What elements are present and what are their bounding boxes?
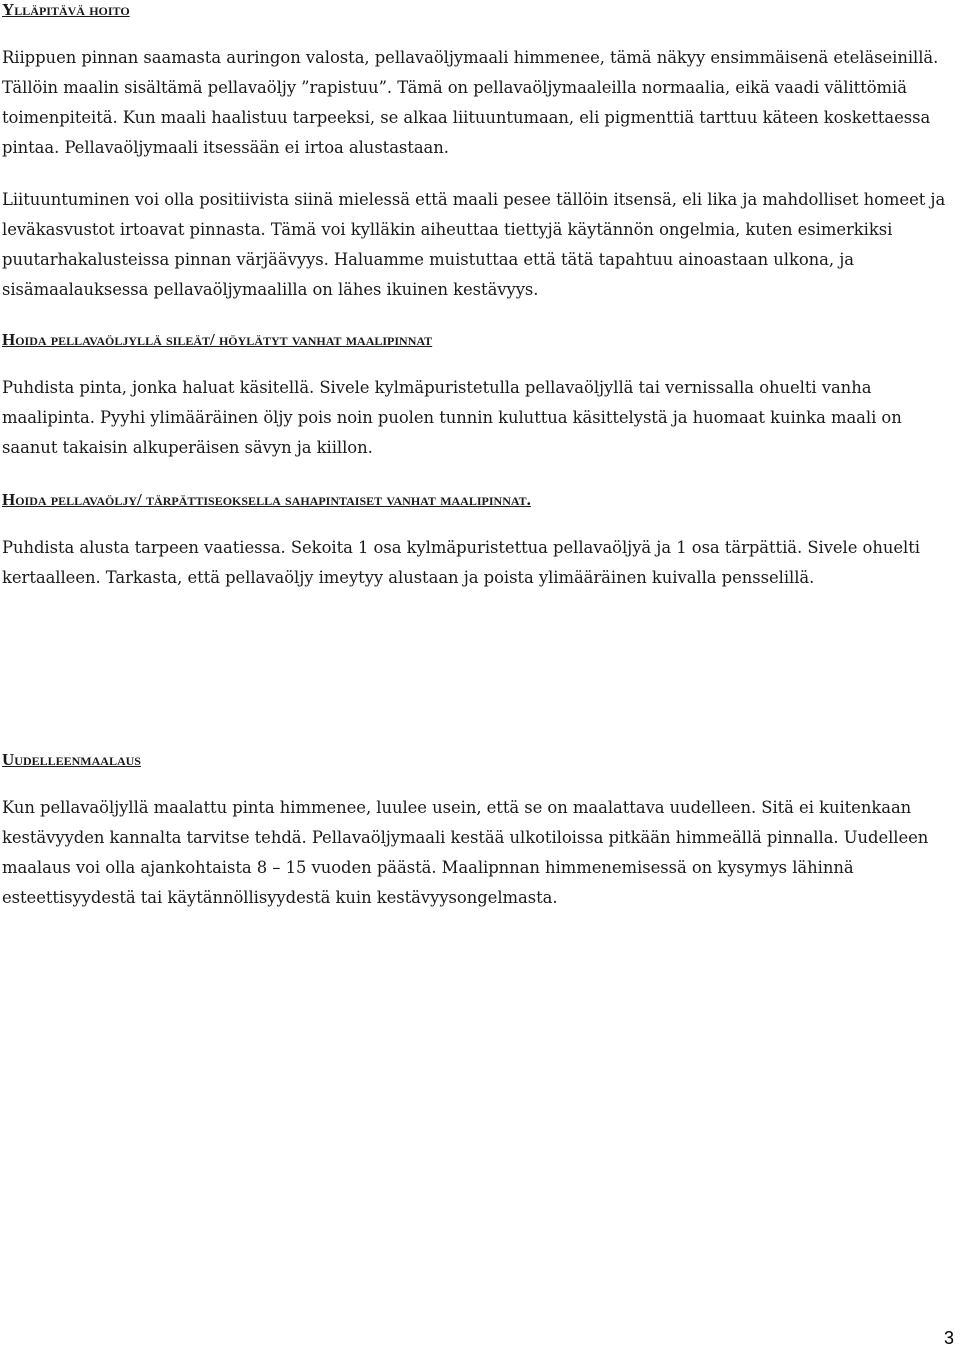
page-number: 3 [943,1328,954,1348]
paragraph-smooth-surfaces: Puhdista pinta, jonka haluat käsitellä. Sivele kylmäpuristetulla pellavaöljyllä tai vernissalla ohuelti vanha maalipinta. Pyyhi ylimääräinen öljy pois noin puolen tunnin kuluttua käsittelystä ja huomaat kuinka maali on saanut takaisin alkuperäisen sävyn ja kiillon. [2,378,902,457]
section-heading-smooth-surfaces: Hoida pellavaöljyllä sileät/ höylätyt vanhat maalipinnat [2,330,433,349]
paragraph-maintenance-fading: Riippuen pinnan saamasta auringon valosta, pellavaöljymaali himmenee, tämä näkyy ensimmäisenä eteläseinillä. Tällöin maalin sisältämä pellavaöljy ”rapistuu”. Tämä on pellavaöljymaaleilla normaalia, eikä vaadi välittömiä toimenpiteitä. Kun maali haalistuu tarpeeksi, se alkaa liituuntumaan, eli pigmenttiä tarttuu käteen koskettaessa pintaa. Pellavaöljymaali itsessään ei irtoa alustastaan. [2,48,939,157]
paragraph-sawn-surfaces: Puhdista alusta tarpeen vaatiessa. Sekoita 1 osa kylmäpuristettua pellavaöljyä ja 1 osa tärpättiä. Sivele ohuelti kertaalleen. Tarkasta, että pellavaöljy imeytyy alustaan ja poista ylimääräinen kuivalla pensselillä. [2,538,920,587]
section-heading-maintenance: Ylläpitävä hoito [2,0,130,19]
paragraph-repainting: Kun pellavaöljyllä maalattu pinta himmenee, luulee usein, että se on maalattava uudelleen. Sitä ei kuitenkaan kestävyyden kannalta tarvitse tehdä. Pellavaöljymaali kestää ulkotiloissa pitkään himmeällä pinnalla. Uudelleen maalaus voi olla ajankohtaista 8 – 15 vuoden päästä. Maalipnnan himmenemisessä on kysymys lähinnä esteettisyydestä tai käytännöllisyydestä kuin kestävyysongelmasta. [2,798,929,907]
section-heading-repainting: Uudelleenmaalaus [2,750,141,769]
paragraph-maintenance-chalking: Liituuntuminen voi olla positiivista siinä mielessä että maali pesee tällöin itsensä, eli lika ja mahdolliset homeet ja leväkasvustot irtoavat pinnasta. Tämä voi kylläkin aiheuttaa tiettyjä käytännön ongelmia, kuten esimerkiksi puutarhakalusteissa pinnan värjäävyys. Haluamme muistuttaa että tätä tapahtuu ainoastaan ulkona, ja sisämaalauksessa pellavaöljymaalilla on lähes ikuinen kestävyys. [2,190,946,299]
section-heading-sawn-surfaces: Hoida pellavaöljy/ tärpättiseoksella sahapintaiset vanhat maalipinnat. [2,490,531,509]
